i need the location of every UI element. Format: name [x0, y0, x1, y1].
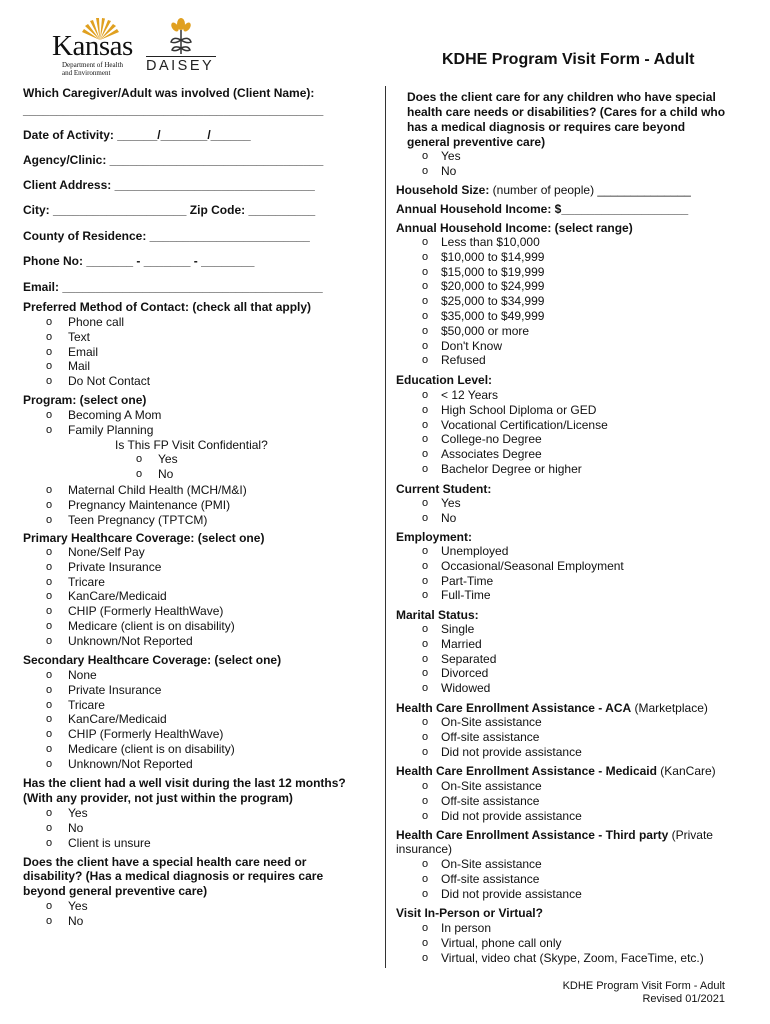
education-option-label: Bachelor Degree or higher: [441, 462, 582, 476]
checkbox-bullet-icon[interactable]: o: [136, 453, 143, 465]
checkbox-bullet-icon[interactable]: o: [422, 463, 429, 475]
agency-clinic-field: Agency/Clinic: ________________________________: [23, 153, 324, 167]
daisey-wordmark: DAISEY: [146, 58, 215, 74]
contact-method-option-label: Text: [68, 329, 91, 344]
current-student-option-label: No: [441, 510, 457, 525]
checkbox-bullet-icon[interactable]: o: [46, 807, 53, 819]
checkbox-bullet-icon[interactable]: o: [46, 423, 53, 436]
checkbox-bullet-icon[interactable]: o: [422, 794, 429, 807]
checkbox-bullet-icon[interactable]: o: [46, 634, 53, 647]
income-range-option-label: $10,000 to $14,999: [441, 249, 545, 264]
client-address-field: Client Address: ______________________________: [23, 178, 315, 192]
marital-status-option-label: Single: [441, 622, 475, 636]
checkbox-bullet-icon[interactable]: o: [422, 250, 429, 263]
phone-field: Phone No: _______ - _______ - ________: [23, 254, 255, 268]
medicaid-enrollment-heading: [396, 764, 716, 779]
well-visit-option-label: Client is unsure: [68, 835, 151, 850]
client-name-label: Which Caregiver/Adult was involved (Client Name):: [23, 86, 315, 100]
checkbox-bullet-icon[interactable]: o: [422, 745, 429, 758]
checkbox-bullet-icon[interactable]: o: [422, 951, 429, 964]
checkbox-bullet-icon[interactable]: o: [46, 821, 53, 834]
checkbox-bullet-icon[interactable]: o: [422, 545, 429, 557]
checkbox-bullet-icon[interactable]: o: [422, 936, 429, 949]
kansas-wordmark: Kansas: [52, 30, 133, 62]
kdhe-subtitle-2: and Environment: [62, 69, 111, 77]
program-b-option-label: Maternal Child Health (MCH/M&I): [68, 483, 247, 497]
checkbox-bullet-icon[interactable]: o: [46, 620, 53, 632]
education-option-label: High School Diploma or GED: [441, 402, 597, 417]
column-divider: [385, 86, 386, 968]
footer-revision: Revised 01/2021: [642, 993, 725, 1005]
program-option-label: Becoming A Mom: [68, 408, 162, 422]
employment-option-label: Part-Time: [441, 573, 494, 588]
well-visit-question-1: Has the client had a well visit during the last 12 months?: [23, 776, 346, 790]
secondary-coverage-option-label: None: [68, 668, 97, 682]
education-option-label: College-no Degree: [441, 432, 542, 447]
checkbox-bullet-icon[interactable]: o: [46, 836, 53, 849]
daisey-rule: [146, 56, 216, 57]
checkbox-bullet-icon[interactable]: o: [422, 809, 429, 822]
fp-confidential-option-label: Yes: [158, 452, 178, 466]
income-range-option-label: $20,000 to $24,999: [441, 279, 545, 294]
checkbox-bullet-icon[interactable]: o: [46, 683, 53, 696]
checkbox-bullet-icon[interactable]: o: [422, 887, 429, 900]
special-need-question-3: beyond general preventive care): [23, 884, 208, 898]
secondary-coverage-option-label: Private Insurance: [68, 682, 162, 697]
footer: [480, 980, 725, 1006]
checkbox-bullet-icon[interactable]: o: [46, 316, 53, 328]
checkbox-bullet-icon[interactable]: o: [422, 295, 429, 308]
checkbox-bullet-icon[interactable]: o: [422, 310, 429, 322]
special-need-question-2: disability? (Has a medical diagnosis or requires care: [23, 869, 324, 883]
third-party-enrollment-heading-normal: (Private: [668, 828, 713, 842]
checkbox-bullet-icon[interactable]: o: [46, 757, 53, 770]
secondary-coverage-heading: Secondary Healthcare Coverage: (select one): [23, 653, 282, 667]
kdhe-logo: [50, 18, 138, 78]
checkbox-bullet-icon[interactable]: o: [422, 716, 429, 728]
checkbox-bullet-icon[interactable]: o: [46, 590, 53, 603]
checkbox-bullet-icon[interactable]: o: [46, 743, 53, 755]
checkbox-bullet-icon[interactable]: o: [46, 375, 53, 388]
special-need-question-1: Does the client have a special health care need or: [23, 855, 307, 869]
form-title: KDHE Program Visit Form - Adult: [442, 51, 695, 68]
checkbox-bullet-icon[interactable]: o: [422, 497, 429, 509]
household-size-field: [396, 183, 691, 198]
checkbox-bullet-icon[interactable]: o: [46, 498, 53, 511]
email-field: Email: _______________________________________: [23, 280, 323, 294]
checkbox-bullet-icon[interactable]: o: [46, 345, 53, 358]
special-need-option-label: No: [68, 913, 84, 928]
checkbox-bullet-icon[interactable]: o: [422, 922, 429, 934]
checkbox-bullet-icon[interactable]: o: [422, 730, 429, 743]
marital-status-option-label: Divorced: [441, 666, 489, 681]
employment-option-label: Occasional/Seasonal Employment: [441, 558, 624, 573]
contact-method-heading: Preferred Method of Contact: (check all that apply): [23, 300, 312, 314]
household-income-field: Annual Household Income: $___________________: [396, 202, 689, 216]
program-b-option-label: Pregnancy Maintenance (PMI): [68, 497, 231, 512]
medicaid-enrollment-option-label: Off-site assistance: [441, 793, 540, 808]
checkbox-bullet-icon[interactable]: o: [422, 236, 429, 248]
checkbox-bullet-icon[interactable]: o: [422, 652, 429, 665]
medicaid-enrollment-option-label: On-Site assistance: [441, 779, 542, 793]
secondary-coverage-option-label: CHIP (Formerly HealthWave): [68, 727, 224, 742]
checkbox-bullet-icon[interactable]: o: [46, 914, 53, 927]
employment-heading: Employment:: [396, 530, 473, 544]
aca-enrollment-option-label: Off-site assistance: [441, 729, 540, 744]
third-party-enrollment-option-label: Did not provide assistance: [441, 886, 582, 901]
medicaid-enrollment-option-label: Did not provide assistance: [441, 808, 582, 823]
contact-method-option-label: Mail: [68, 359, 91, 374]
checkbox-bullet-icon[interactable]: o: [422, 574, 429, 587]
checkbox-bullet-icon[interactable]: o: [422, 324, 429, 337]
income-range-option-label: Refused: [441, 353, 486, 368]
fp-confidential-question: Is This FP Visit Confidential?: [115, 438, 268, 452]
well-visit-option-label: No: [68, 820, 84, 835]
third-party-enrollment-heading-bold: Health Care Enrollment Assistance - Third party: [396, 828, 669, 842]
primary-coverage-option-label: Private Insurance: [68, 559, 162, 574]
secondary-coverage-option-label: Tricare: [68, 697, 105, 712]
client-name-field: _____________________________________________: [23, 103, 324, 117]
employment-option-label: Full-Time: [441, 588, 491, 603]
primary-coverage-heading: Primary Healthcare Coverage: (select one): [23, 531, 265, 545]
checkbox-bullet-icon[interactable]: o: [422, 433, 429, 446]
children-needs-question-4: general preventive care): [407, 135, 546, 149]
special-need-option-label: Yes: [68, 899, 88, 913]
aca-enrollment-option-label: On-Site assistance: [441, 715, 542, 729]
checkbox-bullet-icon[interactable]: o: [422, 164, 429, 177]
aca-enrollment-heading: [396, 701, 708, 716]
checkbox-bullet-icon[interactable]: o: [46, 409, 53, 421]
income-range-option-label: $15,000 to $19,999: [441, 264, 545, 279]
marital-status-option-label: Married: [441, 636, 482, 651]
checkbox-bullet-icon[interactable]: o: [422, 682, 429, 695]
checkbox-bullet-icon[interactable]: o: [422, 448, 429, 461]
education-option-label: Vocational Certification/License: [441, 417, 608, 432]
checkbox-bullet-icon[interactable]: o: [422, 280, 429, 293]
household-size-field-bold: Household Size:: [396, 183, 490, 197]
aca-enrollment-heading-bold: Health Care Enrollment Assistance - ACA: [396, 701, 632, 715]
primary-coverage-option-label: KanCare/Medicaid: [68, 589, 167, 604]
contact-method-option-label: Phone call: [68, 315, 125, 329]
checkbox-bullet-icon[interactable]: o: [46, 575, 53, 588]
income-range-option-label: $25,000 to $34,999: [441, 294, 545, 309]
checkbox-bullet-icon[interactable]: o: [422, 389, 429, 401]
city-zip-field: City: ____________________ Zip Code: __________: [23, 203, 316, 217]
checkbox-bullet-icon[interactable]: o: [46, 513, 53, 526]
visit-type-option-label: Virtual, phone call only: [441, 935, 562, 950]
education-option-label: < 12 Years: [441, 388, 499, 402]
program-b-option-label: Teen Pregnancy (TPTCM): [68, 512, 208, 527]
program-option-label: Family Planning: [68, 422, 154, 437]
secondary-coverage-option-label: Unknown/Not Reported: [68, 756, 193, 771]
third-party-enrollment-option-label: On-Site assistance: [441, 857, 542, 871]
checkbox-bullet-icon[interactable]: o: [46, 484, 53, 496]
children-needs-question-3: has a medical diagnosis or requires care beyond: [407, 120, 686, 134]
checkbox-bullet-icon[interactable]: o: [46, 360, 53, 373]
contact-method-option-label: Do Not Contact: [68, 374, 151, 389]
children-needs-option-label: Yes: [441, 149, 461, 163]
income-range-option-label: Less than $10,000: [441, 235, 540, 249]
primary-coverage-option-label: None/Self Pay: [68, 545, 145, 559]
checkbox-bullet-icon[interactable]: o: [46, 728, 53, 741]
marital-status-heading: Marital Status:: [396, 608, 479, 622]
third-party-enrollment-heading: [396, 828, 713, 843]
checkbox-bullet-icon[interactable]: o: [136, 467, 143, 480]
checkbox-bullet-icon[interactable]: o: [46, 900, 53, 912]
employment-option-label: Unemployed: [441, 544, 509, 558]
fp-confidential-option-label: No: [158, 466, 174, 481]
aca-enrollment-option-label: Did not provide assistance: [441, 744, 582, 759]
primary-coverage-option-label: Medicare (client is on disability): [68, 619, 235, 633]
checkbox-bullet-icon[interactable]: o: [46, 605, 53, 618]
secondary-coverage-option-label: Medicare (client is on disability): [68, 742, 235, 756]
checkbox-bullet-icon[interactable]: o: [422, 418, 429, 431]
third-party-enrollment-option-label: Off-site assistance: [441, 871, 540, 886]
children-needs-question-1: Does the client care for any children who have special: [407, 90, 716, 104]
income-range-option-label: Don't Know: [441, 338, 502, 353]
secondary-coverage-option-label: KanCare/Medicaid: [68, 712, 167, 727]
visit-type-option-label: Virtual, video chat (Skype, Zoom, FaceTime, etc.): [441, 950, 704, 965]
visit-type-heading: Visit In-Person or Virtual?: [396, 906, 543, 920]
children-needs-question-2: health care needs or disabilities? (Cares for a child who: [407, 105, 726, 119]
primary-coverage-option-label: CHIP (Formerly HealthWave): [68, 604, 224, 619]
daisy-flower-icon: [146, 16, 216, 56]
checkbox-bullet-icon[interactable]: o: [422, 559, 429, 572]
checkbox-bullet-icon[interactable]: o: [46, 560, 53, 573]
income-range-heading: Annual Household Income: (select range): [396, 221, 633, 235]
checkbox-bullet-icon[interactable]: o: [46, 698, 53, 711]
footer-title: KDHE Program Visit Form - Adult: [562, 980, 725, 992]
well-visit-question-2: (With any provider, not just within the program): [23, 791, 293, 805]
education-heading: Education Level:: [396, 373, 493, 387]
program-heading: Program: (select one): [23, 393, 147, 407]
checkbox-bullet-icon[interactable]: o: [422, 339, 429, 352]
primary-coverage-option-label: Tricare: [68, 574, 105, 589]
education-option-label: Associates Degree: [441, 447, 542, 462]
third-party-enrollment-heading-cont: insurance): [396, 842, 453, 856]
checkbox-bullet-icon[interactable]: o: [422, 354, 429, 367]
checkbox-bullet-icon[interactable]: o: [422, 858, 429, 870]
date-of-activity-field: Date of Activity: ______/_______/______: [23, 128, 251, 142]
medicaid-enrollment-heading-normal: (KanCare): [656, 764, 716, 778]
checkbox-bullet-icon[interactable]: o: [422, 637, 429, 650]
checkbox-bullet-icon[interactable]: o: [422, 667, 429, 680]
checkbox-bullet-icon[interactable]: o: [422, 872, 429, 885]
checkbox-bullet-icon[interactable]: o: [422, 511, 429, 524]
county-field: County of Residence: ________________________: [23, 229, 310, 243]
marital-status-option-label: Widowed: [441, 681, 491, 696]
visit-type-option-label: In person: [441, 921, 492, 935]
checkbox-bullet-icon[interactable]: o: [422, 623, 429, 635]
kdhe-subtitle-1: Department of Health: [62, 61, 124, 69]
checkbox-bullet-icon[interactable]: o: [422, 780, 429, 792]
well-visit-option-label: Yes: [68, 806, 88, 820]
medicaid-enrollment-heading-bold: Health Care Enrollment Assistance - Medicaid: [396, 764, 657, 778]
current-student-option-label: Yes: [441, 496, 461, 510]
checkbox-bullet-icon[interactable]: o: [46, 546, 53, 558]
checkbox-bullet-icon[interactable]: o: [46, 669, 53, 681]
income-range-option-label: $50,000 or more: [441, 323, 530, 338]
contact-method-option-label: Email: [68, 344, 99, 359]
household-size-field-normal: (number of people) ______________: [489, 183, 691, 197]
checkbox-bullet-icon[interactable]: o: [422, 265, 429, 278]
checkbox-bullet-icon[interactable]: o: [422, 403, 429, 416]
marital-status-option-label: Separated: [441, 651, 497, 666]
checkbox-bullet-icon[interactable]: o: [46, 330, 53, 343]
aca-enrollment-heading-normal: (Marketplace): [631, 701, 708, 715]
children-needs-option-label: No: [441, 163, 457, 178]
income-range-option-label: $35,000 to $49,999: [441, 309, 545, 323]
checkbox-bullet-icon[interactable]: o: [46, 713, 53, 726]
checkbox-bullet-icon[interactable]: o: [422, 589, 429, 602]
current-student-heading: Current Student:: [396, 482, 492, 496]
daisey-logo: [146, 16, 218, 78]
primary-coverage-option-label: Unknown/Not Reported: [68, 633, 193, 648]
checkbox-bullet-icon[interactable]: o: [422, 150, 429, 162]
